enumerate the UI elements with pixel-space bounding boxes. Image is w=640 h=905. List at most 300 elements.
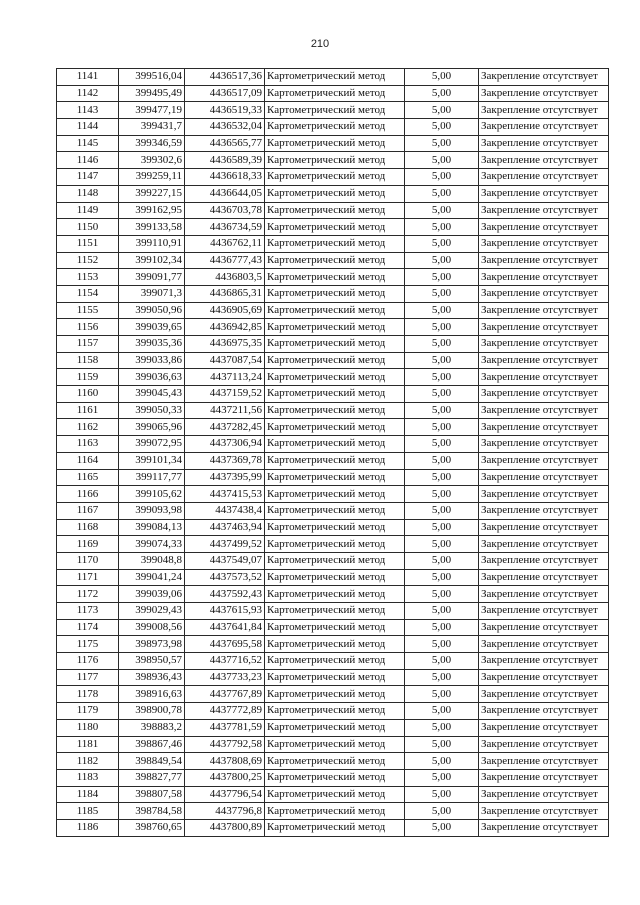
page-number: 210: [310, 38, 330, 50]
table-row: [57, 269, 609, 286]
x-coordinate-cell: 399346,59: [119, 135, 185, 152]
table-row: [57, 819, 609, 836]
table-row: [57, 469, 609, 486]
point-number-cell: 1171: [57, 569, 119, 586]
accuracy-cell: 5,00: [405, 819, 479, 836]
point-number-cell: 1186: [57, 819, 119, 836]
accuracy-cell: 5,00: [405, 336, 479, 353]
method-cell: Картометрический метод: [265, 803, 405, 820]
method-cell: Картометрический метод: [265, 603, 405, 620]
fixation-description-cell: Закрепление отсутствует: [479, 202, 609, 219]
table-row: [57, 302, 609, 319]
x-coordinate-cell: 398916,63: [119, 686, 185, 703]
method-cell: Картометрический метод: [265, 85, 405, 102]
fixation-description-cell: Закрепление отсутствует: [479, 219, 609, 236]
table-row: [57, 319, 609, 336]
y-coordinate-cell: 4436942,85: [185, 319, 265, 336]
table-row: [57, 152, 609, 169]
y-coordinate-cell: 4437800,89: [185, 819, 265, 836]
method-cell: Картометрический метод: [265, 736, 405, 753]
x-coordinate-cell: 399074,33: [119, 536, 185, 553]
x-coordinate-cell: 399516,04: [119, 69, 185, 86]
point-number-cell: 1182: [57, 753, 119, 770]
accuracy-cell: 5,00: [405, 152, 479, 169]
x-coordinate-cell: 398807,58: [119, 786, 185, 803]
table-row: [57, 536, 609, 553]
x-coordinate-cell: 399072,95: [119, 436, 185, 453]
point-number-cell: 1179: [57, 703, 119, 720]
table-row: [57, 352, 609, 369]
accuracy-cell: 5,00: [405, 736, 479, 753]
point-number-cell: 1161: [57, 402, 119, 419]
method-cell: Картометрический метод: [265, 302, 405, 319]
point-number-cell: 1164: [57, 452, 119, 469]
x-coordinate-cell: 398936,43: [119, 669, 185, 686]
fixation-description-cell: Закрепление отсутствует: [479, 319, 609, 336]
point-number-cell: 1143: [57, 102, 119, 119]
point-number-cell: 1167: [57, 502, 119, 519]
accuracy-cell: 5,00: [405, 85, 479, 102]
fixation-description-cell: Закрепление отсутствует: [479, 469, 609, 486]
point-number-cell: 1154: [57, 285, 119, 302]
accuracy-cell: 5,00: [405, 285, 479, 302]
y-coordinate-cell: 4437463,94: [185, 519, 265, 536]
table-row: [57, 703, 609, 720]
fixation-description-cell: Закрепление отсутствует: [479, 169, 609, 186]
table-row: [57, 185, 609, 202]
point-number-cell: 1142: [57, 85, 119, 102]
accuracy-cell: 5,00: [405, 569, 479, 586]
y-coordinate-cell: 4437499,52: [185, 536, 265, 553]
x-coordinate-cell: 398973,98: [119, 636, 185, 653]
fixation-description-cell: Закрепление отсутствует: [479, 669, 609, 686]
fixation-description-cell: Закрепление отсутствует: [479, 803, 609, 820]
fixation-description-cell: Закрепление отсутствует: [479, 152, 609, 169]
table-row: [57, 69, 609, 86]
fixation-description-cell: Закрепление отсутствует: [479, 252, 609, 269]
table-row: [57, 419, 609, 436]
accuracy-cell: 5,00: [405, 119, 479, 136]
method-cell: Картометрический метод: [265, 369, 405, 386]
accuracy-cell: 5,00: [405, 69, 479, 86]
point-number-cell: 1184: [57, 786, 119, 803]
fixation-description-cell: Закрепление отсутствует: [479, 386, 609, 403]
accuracy-cell: 5,00: [405, 536, 479, 553]
y-coordinate-cell: 4437087,54: [185, 352, 265, 369]
x-coordinate-cell: 399091,77: [119, 269, 185, 286]
y-coordinate-cell: 4437767,89: [185, 686, 265, 703]
x-coordinate-cell: 399110,91: [119, 235, 185, 252]
method-cell: Картометрический метод: [265, 436, 405, 453]
x-coordinate-cell: 399259,11: [119, 169, 185, 186]
y-coordinate-cell: 4437772,89: [185, 703, 265, 720]
point-number-cell: 1160: [57, 386, 119, 403]
fixation-description-cell: Закрепление отсутствует: [479, 753, 609, 770]
table-row: [57, 252, 609, 269]
y-coordinate-cell: 4436762,11: [185, 235, 265, 252]
fixation-description-cell: Закрепление отсутствует: [479, 269, 609, 286]
method-cell: Картометрический метод: [265, 135, 405, 152]
point-number-cell: 1169: [57, 536, 119, 553]
method-cell: Картометрический метод: [265, 586, 405, 603]
accuracy-cell: 5,00: [405, 419, 479, 436]
method-cell: Картометрический метод: [265, 419, 405, 436]
point-number-cell: 1162: [57, 419, 119, 436]
y-coordinate-cell: 4437808,69: [185, 753, 265, 770]
point-number-cell: 1180: [57, 719, 119, 736]
y-coordinate-cell: 4436517,09: [185, 85, 265, 102]
table-row: [57, 102, 609, 119]
fixation-description-cell: Закрепление отсутствует: [479, 769, 609, 786]
x-coordinate-cell: 399105,62: [119, 486, 185, 503]
point-number-cell: 1155: [57, 302, 119, 319]
accuracy-cell: 5,00: [405, 135, 479, 152]
fixation-description-cell: Закрепление отсутствует: [479, 636, 609, 653]
accuracy-cell: 5,00: [405, 169, 479, 186]
accuracy-cell: 5,00: [405, 235, 479, 252]
method-cell: Картометрический метод: [265, 769, 405, 786]
y-coordinate-cell: 4437792,58: [185, 736, 265, 753]
method-cell: Картометрический метод: [265, 402, 405, 419]
accuracy-cell: 5,00: [405, 603, 479, 620]
accuracy-cell: 5,00: [405, 619, 479, 636]
method-cell: Картометрический метод: [265, 219, 405, 236]
table-row: [57, 753, 609, 770]
x-coordinate-cell: 399048,8: [119, 552, 185, 569]
x-coordinate-cell: 398867,46: [119, 736, 185, 753]
table-row: [57, 336, 609, 353]
method-cell: Картометрический метод: [265, 486, 405, 503]
x-coordinate-cell: 399093,98: [119, 502, 185, 519]
fixation-description-cell: Закрепление отсутствует: [479, 703, 609, 720]
accuracy-cell: 5,00: [405, 102, 479, 119]
method-cell: Картометрический метод: [265, 552, 405, 569]
y-coordinate-cell: 4437733,23: [185, 669, 265, 686]
fixation-description-cell: Закрепление отсутствует: [479, 235, 609, 252]
table-row: [57, 369, 609, 386]
point-number-cell: 1181: [57, 736, 119, 753]
y-coordinate-cell: 4436975,35: [185, 336, 265, 353]
accuracy-cell: 5,00: [405, 803, 479, 820]
table-row: [57, 653, 609, 670]
point-number-cell: 1153: [57, 269, 119, 286]
y-coordinate-cell: 4437415,53: [185, 486, 265, 503]
accuracy-cell: 5,00: [405, 252, 479, 269]
y-coordinate-cell: 4437369,78: [185, 452, 265, 469]
method-cell: Картометрический метод: [265, 469, 405, 486]
accuracy-cell: 5,00: [405, 519, 479, 536]
accuracy-cell: 5,00: [405, 319, 479, 336]
method-cell: Картометрический метод: [265, 235, 405, 252]
table-row: [57, 202, 609, 219]
accuracy-cell: 5,00: [405, 552, 479, 569]
fixation-description-cell: Закрепление отсутствует: [479, 69, 609, 86]
fixation-description-cell: Закрепление отсутствует: [479, 419, 609, 436]
point-number-cell: 1177: [57, 669, 119, 686]
point-number-cell: 1178: [57, 686, 119, 703]
point-number-cell: 1174: [57, 619, 119, 636]
point-number-cell: 1146: [57, 152, 119, 169]
y-coordinate-cell: 4437438,4: [185, 502, 265, 519]
y-coordinate-cell: 4437592,43: [185, 586, 265, 603]
method-cell: Картометрический метод: [265, 169, 405, 186]
method-cell: Картометрический метод: [265, 636, 405, 653]
y-coordinate-cell: 4437796,8: [185, 803, 265, 820]
fixation-description-cell: Закрепление отсутствует: [479, 436, 609, 453]
x-coordinate-cell: 399035,36: [119, 336, 185, 353]
x-coordinate-cell: 399050,96: [119, 302, 185, 319]
point-number-cell: 1172: [57, 586, 119, 603]
y-coordinate-cell: 4437781,59: [185, 719, 265, 736]
x-coordinate-cell: 399495,49: [119, 85, 185, 102]
method-cell: Картометрический метод: [265, 269, 405, 286]
table-row: [57, 719, 609, 736]
accuracy-cell: 5,00: [405, 653, 479, 670]
fixation-description-cell: Закрепление отсутствует: [479, 686, 609, 703]
x-coordinate-cell: 399033,86: [119, 352, 185, 369]
y-coordinate-cell: 4437395,99: [185, 469, 265, 486]
table-row: [57, 452, 609, 469]
table-row: [57, 135, 609, 152]
x-coordinate-cell: 399084,13: [119, 519, 185, 536]
point-number-cell: 1144: [57, 119, 119, 136]
accuracy-cell: 5,00: [405, 269, 479, 286]
x-coordinate-cell: 399008,56: [119, 619, 185, 636]
fixation-description-cell: Закрепление отсутствует: [479, 352, 609, 369]
y-coordinate-cell: 4437159,52: [185, 386, 265, 403]
method-cell: Картометрический метод: [265, 819, 405, 836]
method-cell: Картометрический метод: [265, 319, 405, 336]
y-coordinate-cell: 4436517,36: [185, 69, 265, 86]
table-row: [57, 169, 609, 186]
method-cell: Картометрический метод: [265, 386, 405, 403]
accuracy-cell: 5,00: [405, 202, 479, 219]
coordinates-table-body: [57, 69, 609, 837]
table-row: [57, 686, 609, 703]
table-row: [57, 769, 609, 786]
accuracy-cell: 5,00: [405, 452, 479, 469]
point-number-cell: 1163: [57, 436, 119, 453]
fixation-description-cell: Закрепление отсутствует: [479, 452, 609, 469]
fixation-description-cell: Закрепление отсутствует: [479, 402, 609, 419]
accuracy-cell: 5,00: [405, 185, 479, 202]
method-cell: Картометрический метод: [265, 519, 405, 536]
accuracy-cell: 5,00: [405, 669, 479, 686]
accuracy-cell: 5,00: [405, 402, 479, 419]
point-number-cell: 1158: [57, 352, 119, 369]
y-coordinate-cell: 4436905,69: [185, 302, 265, 319]
x-coordinate-cell: 399302,6: [119, 152, 185, 169]
method-cell: Картометрический метод: [265, 102, 405, 119]
fixation-description-cell: Закрепление отсутствует: [479, 619, 609, 636]
table-row: [57, 552, 609, 569]
y-coordinate-cell: 4437211,56: [185, 402, 265, 419]
coordinates-table: [56, 68, 609, 837]
table-row: [57, 636, 609, 653]
method-cell: Картометрический метод: [265, 719, 405, 736]
accuracy-cell: 5,00: [405, 502, 479, 519]
accuracy-cell: 5,00: [405, 219, 479, 236]
point-number-cell: 1185: [57, 803, 119, 820]
method-cell: Картометрический метод: [265, 653, 405, 670]
x-coordinate-cell: 399102,34: [119, 252, 185, 269]
x-coordinate-cell: 398760,65: [119, 819, 185, 836]
y-coordinate-cell: 4437549,07: [185, 552, 265, 569]
accuracy-cell: 5,00: [405, 386, 479, 403]
x-coordinate-cell: 398849,54: [119, 753, 185, 770]
point-number-cell: 1147: [57, 169, 119, 186]
point-number-cell: 1176: [57, 653, 119, 670]
fixation-description-cell: Закрепление отсутствует: [479, 336, 609, 353]
accuracy-cell: 5,00: [405, 352, 479, 369]
x-coordinate-cell: 398883,2: [119, 719, 185, 736]
x-coordinate-cell: 398827,77: [119, 769, 185, 786]
point-number-cell: 1156: [57, 319, 119, 336]
table-row: [57, 119, 609, 136]
x-coordinate-cell: 398950,57: [119, 653, 185, 670]
accuracy-cell: 5,00: [405, 436, 479, 453]
y-coordinate-cell: 4436734,59: [185, 219, 265, 236]
method-cell: Картометрический метод: [265, 569, 405, 586]
fixation-description-cell: Закрепление отсутствует: [479, 102, 609, 119]
accuracy-cell: 5,00: [405, 636, 479, 653]
x-coordinate-cell: 399477,19: [119, 102, 185, 119]
method-cell: Картометрический метод: [265, 152, 405, 169]
fixation-description-cell: Закрепление отсутствует: [479, 552, 609, 569]
table-row: [57, 519, 609, 536]
fixation-description-cell: Закрепление отсутствует: [479, 536, 609, 553]
fixation-description-cell: Закрепление отсутствует: [479, 786, 609, 803]
accuracy-cell: 5,00: [405, 686, 479, 703]
y-coordinate-cell: 4436565,77: [185, 135, 265, 152]
y-coordinate-cell: 4437282,45: [185, 419, 265, 436]
fixation-description-cell: Закрепление отсутствует: [479, 603, 609, 620]
table-row: [57, 285, 609, 302]
x-coordinate-cell: 399029,43: [119, 603, 185, 620]
method-cell: Картометрический метод: [265, 252, 405, 269]
method-cell: Картометрический метод: [265, 536, 405, 553]
table-row: [57, 569, 609, 586]
fixation-description-cell: Закрепление отсутствует: [479, 119, 609, 136]
y-coordinate-cell: 4436532,04: [185, 119, 265, 136]
method-cell: Картометрический метод: [265, 352, 405, 369]
accuracy-cell: 5,00: [405, 469, 479, 486]
fixation-description-cell: Закрепление отсутствует: [479, 586, 609, 603]
point-number-cell: 1170: [57, 552, 119, 569]
method-cell: Картометрический метод: [265, 619, 405, 636]
y-coordinate-cell: 4436644,05: [185, 185, 265, 202]
table-row: [57, 736, 609, 753]
method-cell: Картометрический метод: [265, 753, 405, 770]
method-cell: Картометрический метод: [265, 703, 405, 720]
fixation-description-cell: Закрепление отсутствует: [479, 185, 609, 202]
point-number-cell: 1148: [57, 185, 119, 202]
table-row: [57, 502, 609, 519]
x-coordinate-cell: 399065,96: [119, 419, 185, 436]
y-coordinate-cell: 4436519,33: [185, 102, 265, 119]
point-number-cell: 1145: [57, 135, 119, 152]
fixation-description-cell: Закрепление отсутствует: [479, 569, 609, 586]
accuracy-cell: 5,00: [405, 786, 479, 803]
point-number-cell: 1149: [57, 202, 119, 219]
table-row: [57, 619, 609, 636]
y-coordinate-cell: 4436589,39: [185, 152, 265, 169]
fixation-description-cell: Закрепление отсутствует: [479, 819, 609, 836]
point-number-cell: 1175: [57, 636, 119, 653]
point-number-cell: 1166: [57, 486, 119, 503]
point-number-cell: 1151: [57, 235, 119, 252]
point-number-cell: 1157: [57, 336, 119, 353]
point-number-cell: 1150: [57, 219, 119, 236]
fixation-description-cell: Закрепление отсутствует: [479, 653, 609, 670]
fixation-description-cell: Закрепление отсутствует: [479, 486, 609, 503]
y-coordinate-cell: 4436703,78: [185, 202, 265, 219]
y-coordinate-cell: 4437573,52: [185, 569, 265, 586]
x-coordinate-cell: 399041,24: [119, 569, 185, 586]
method-cell: Картометрический метод: [265, 336, 405, 353]
method-cell: Картометрический метод: [265, 502, 405, 519]
y-coordinate-cell: 4437716,52: [185, 653, 265, 670]
table-row: [57, 436, 609, 453]
method-cell: Картометрический метод: [265, 285, 405, 302]
y-coordinate-cell: 4437113,24: [185, 369, 265, 386]
y-coordinate-cell: 4437796,54: [185, 786, 265, 803]
y-coordinate-cell: 4437641,84: [185, 619, 265, 636]
x-coordinate-cell: 399036,63: [119, 369, 185, 386]
x-coordinate-cell: 398900,78: [119, 703, 185, 720]
fixation-description-cell: Закрепление отсутствует: [479, 369, 609, 386]
fixation-description-cell: Закрепление отсутствует: [479, 519, 609, 536]
method-cell: Картометрический метод: [265, 185, 405, 202]
table-row: [57, 235, 609, 252]
method-cell: Картометрический метод: [265, 786, 405, 803]
x-coordinate-cell: 399162,95: [119, 202, 185, 219]
x-coordinate-cell: 399039,06: [119, 586, 185, 603]
fixation-description-cell: Закрепление отсутствует: [479, 736, 609, 753]
accuracy-cell: 5,00: [405, 753, 479, 770]
table-row: [57, 402, 609, 419]
method-cell: Картометрический метод: [265, 686, 405, 703]
accuracy-cell: 5,00: [405, 719, 479, 736]
point-number-cell: 1183: [57, 769, 119, 786]
table-row: [57, 219, 609, 236]
point-number-cell: 1141: [57, 69, 119, 86]
table-row: [57, 603, 609, 620]
y-coordinate-cell: 4437695,58: [185, 636, 265, 653]
method-cell: Картометрический метод: [265, 202, 405, 219]
point-number-cell: 1168: [57, 519, 119, 536]
table-row: [57, 786, 609, 803]
table-row: [57, 85, 609, 102]
y-coordinate-cell: 4437615,93: [185, 603, 265, 620]
table-row: [57, 803, 609, 820]
x-coordinate-cell: 399101,34: [119, 452, 185, 469]
x-coordinate-cell: 399045,43: [119, 386, 185, 403]
method-cell: Картометрический метод: [265, 452, 405, 469]
method-cell: Картометрический метод: [265, 669, 405, 686]
accuracy-cell: 5,00: [405, 586, 479, 603]
x-coordinate-cell: 399117,77: [119, 469, 185, 486]
y-coordinate-cell: 4436777,43: [185, 252, 265, 269]
x-coordinate-cell: 399227,15: [119, 185, 185, 202]
point-number-cell: 1159: [57, 369, 119, 386]
fixation-description-cell: Закрепление отсутствует: [479, 302, 609, 319]
fixation-description-cell: Закрепление отсутствует: [479, 135, 609, 152]
accuracy-cell: 5,00: [405, 369, 479, 386]
method-cell: Картометрический метод: [265, 119, 405, 136]
accuracy-cell: 5,00: [405, 486, 479, 503]
point-number-cell: 1173: [57, 603, 119, 620]
